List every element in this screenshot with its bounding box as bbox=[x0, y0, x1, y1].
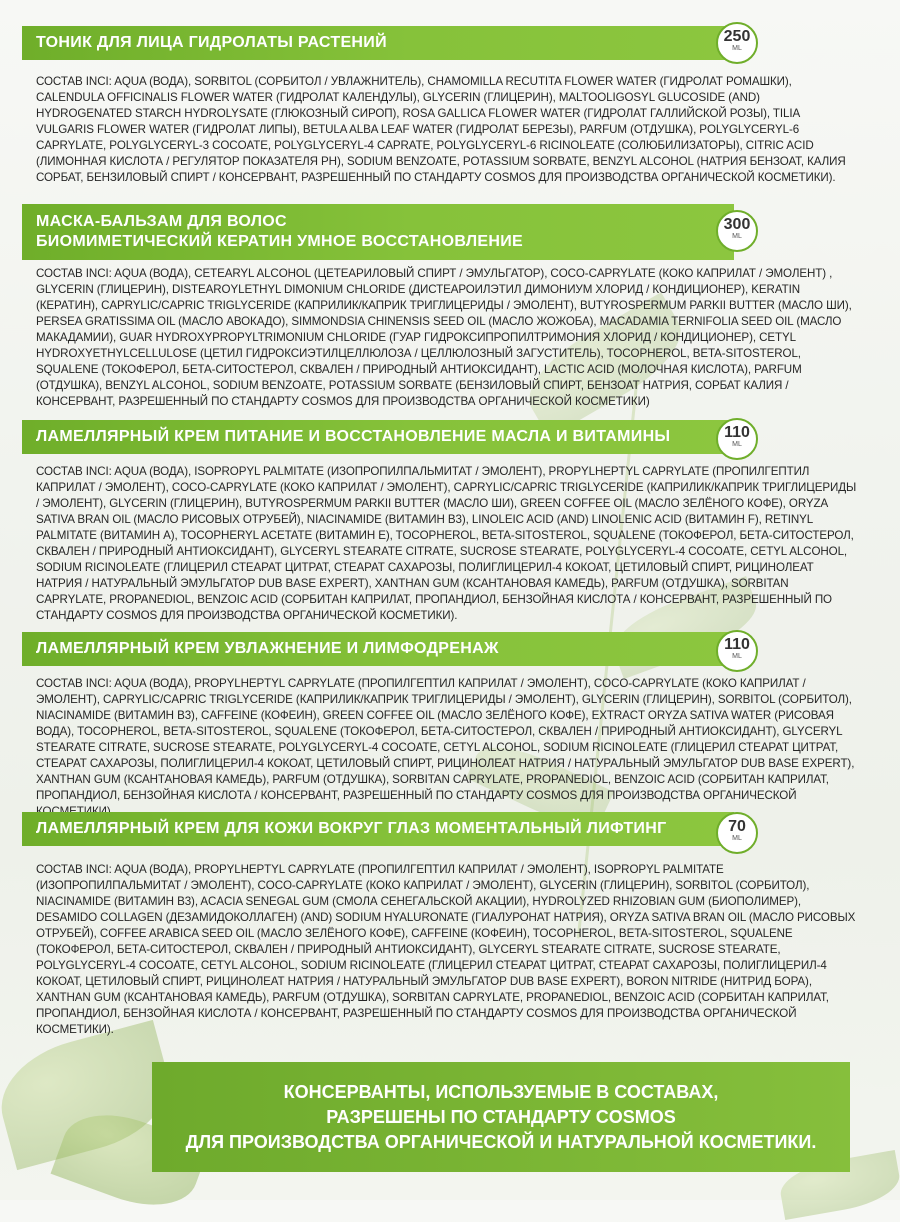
composition-text: СОСТАВ INCI: AQUA (ВОДА), PROPYLHEPTYL CAPRYLATE (ПРОПИЛГЕПТИЛ КАПРИЛАТ / ЭМОЛЕНТ), COCO-CAPRYLATE (КОКО КАПРИЛАТ / ЭМОЛЕНТ), CAPRYLIC/CAPRIC TRIGLYCERIDE (КАПРИЛИК/КАПРИК ТРИГЛИЦЕРИДЫ / ЭМОЛЕНТ), GLYCERIN (ГЛИЦЕРИН), SORBITOL (СОРБИТОЛ), NIACINAMIDE (ВИТАМИН B3), CAFFEINE (КОФЕИН), GREEN COFFEE OIL (МАСЛО ЗЕЛЁНОГО КОФЕ), EXTRACT ORYZA SATIVA WATER (РИСОВАЯ ВОДА), TOCOPHEROL, BETA-SITOSTEROL, SQUALENE (ТОКОФЕРОЛ, БЕТА-СИТОСТЕРОЛ, СКВАЛЕН / ПРИРОДНЫЙ АНТИОКСИДАНТ), GLYCERYL STEARATE CITRATE, SUCROSE STEARATE, POLYGLYCERYL-4 COCOATE, CETYL ALCOHOL, SODIUM RICINOLEATE (ГЛИЦЕРИЛ СТЕАРАТ ЦИТРАТ, СТЕАРАТ САХАРОЗЫ, ПОЛИГЛИЦЕРИЛ-4 КОКОАТ, ЦЕТИЛОВЫЙ СПИРТ, РИЦИНОЛЕАТ НАТРИЯ / НАТУРАЛЬНЫЙ ЭМУЛЬГАТОР DUB BASE EXPERT), XANTHAN GUM (КСАНТАНОВАЯ КАМЕДЬ), PARFUM (ОТДУШКА), SORBITAN CAPRYLATE, PROPANEDIOL, BENZOIC ACID (СОРБИТАН КАПРИЛАТ, ПРОПАНДИОЛ, БЕНЗОЙНАЯ КИСЛОТА / КОНСЕРВАНТ, РАЗРЕШЕННЫЙ ПО СТАНДАРТУ COSMOS ДЛЯ ПРОИЗВОДСТВА ОРГАНИЧЕСКОЙ bbox=[36, 677, 855, 802]
product-title-line2: БИОМИМЕТИЧЕСКИЙ КЕРАТИН УМНОЕ ВОССТАНОВЛЕНИЕ bbox=[36, 233, 523, 250]
section-title-bar bbox=[22, 26, 734, 60]
volume-badge bbox=[716, 418, 758, 460]
volume-badge bbox=[716, 630, 758, 672]
section-title-bar bbox=[22, 632, 734, 666]
volume-unit: ML bbox=[732, 441, 742, 448]
volume-badge bbox=[716, 812, 758, 854]
composition-text: СОСТАВ INCI: AQUA (ВОДА), PROPYLHEPTYL CAPRYLATE (ПРОПИЛГЕПТИЛ КАПРИЛАТ / ЭМОЛЕНТ), ISOPROPYL PALMITATE (ИЗОПРОПИЛПАЛЬМИТАТ / ЭМОЛЕНТ), COCO-CAPRYLATE (КОКО КАПРИЛАТ / ЭМОЛЕНТ), GLYCERIN (ГЛИЦЕРИН), SORBITOL (СОРБИТОЛ), NIACINAMIDE (ВИТАМИН B3), ACACIA SENEGAL GUM (СМОЛА СЕНЕГАЛЬСКОЙ АКАЦИИ), HYDROLYZED RHIZOBIAN GUM (БИОПОЛИМЕР), DESAMIDO COLLAGEN (ДЕЗАМИДОКОЛЛАГЕН) (AND) SODIUM HYALURONATE (ГИАЛУРОНАТ НАТРИЯ), ORYZA SATIVA BRAN OIL (МАСЛО РИСОВЫХ ОТРУБЕЙ), COFFEE ARABICA SEED OIL (МАСЛО ЗЕЛЁНОГО КОФЕ), CAFFEINE (КОФЕИН), TOCOPHEROL, BETA-SITOSTEROL, SQUALENE (ТОКОФЕРОЛ, БЕТА-СИТОСТЕРОЛ, СКВАЛЕН / ПРИРОДНЫЙ АНТИОКСИДАНТ), GLYCERYL STEARATE CITRATE, SUCROSE STEARATE, POLYGLYCERYL-4 COCOATE, CETYL ALCOHOL, SODIUM RICINOLEATE (ГЛИЦЕРИЛ СТЕАРАТ ЦИТРАТ, СТЕАРАТ САХАРОЗЫ, ПОЛИГЛИЦЕРИЛ-4 КОКОАТ, ЦЕТИЛОВЫЙ СПИРТ, РИЦИНОЛЕАТ НАТРИЯ / НАТУРАЛЬНЫЙ ЭМУЛЬГАТОР DUB BASE EXPERT), BORON NITRIDE (НИТРИД БОРА), XANTHAN GUM (КСАНТАНОВАЯ КАМЕДЬ), PARFUM (ОТДУШКА), SORBITAN CAPRYLATE, PROPANEDIOL, BENZOIC ACID (СОРБИТАН КАПРИЛАТ, ПРОПАНДИОЛ, БЕНЗОЙНАЯ КИСЛОТА / КОНСЕРВАНТ, РАЗРЕШЕННЫЙ ПО СТАНДАРТУ COSMOS ДЛЯ ПРОИЗВОДСТВА ОРГАНИЧЕСКОЙ КОСМЕТИКИ). bbox=[36, 863, 856, 1036]
volume-value: 250 bbox=[723, 28, 751, 45]
composition-text: СОСТАВ INCI: AQUA (ВОДА), CETEARYL ALCOHOL (ЦЕТЕАРИЛОВЫЙ СПИРТ / ЭМУЛЬГАТОР), COCO-CAPRYLATE (КОКО КАПРИЛАТ / ЭМОЛЕНТ) , GLYCERIN (ГЛИЦЕРИН), DISTEAROYLETHYL DIMONIUM CHLORIDE (ДИСТЕАРОИЛЭТИЛ ДИМОНИУМ ХЛОРИД / КОНДИЦИОНЕР), KERATIN (КЕРАТИН), CAPRYLIC/CAPRIC TRIGLYCERIDE (КАПРИЛИК/КАПРИК ТРИГЛИЦЕРИДЫ / ЭМОЛЕНТ), BUTYROSPERMUM PARKII BUTTER (МАСЛО ШИ), PERSEA GRATISSIMA OIL (МАСЛО АВОКАДО), SIMMONDSIA CHINENSIS SEED OIL (МАСЛО ЖОЖОБА), MACADAMIA TERNIFOLIA SEED OIL (МАСЛО МАКАДАМИИ), GUAR HYDROXYPROPYLTRIMONIUM CHLORIDE (ГУАР ГИДРОКСИПРОПИЛТРИМОНИЯ ХЛОРИД / КОНДИЦИОНЕР), CETYL HYDROXYETHYLCELLULOSE (ЦЕТИЛ ГИДРОКСИЭТИЛЦЕЛЛЮЛОЗА / ЦЕЛЛЮЛОЗНЫЙ ЗАГУСТИТЕЛЬ), TOCOPHEROL, BETA-SITOSTEROL, SQUALENE (ТОКОФЕРОЛ, БЕТА-СИТОСТЕРОЛ, СКВАЛЕН / ПРИРОДНЫЙ АНТИОКСИДАНТ), LACTIC ACID (МОЛОЧНАЯ КИСЛОТА), PARFUM (ОТДУШКА), BENZYL ALCOHOL, SODIUM BENZOATE, POTASSIUM SORBATE (БЕНЗИЛОВЫЙ СПИРТ, БЕНЗОАТ НАТРИЯ, СОРБАТ КАЛИЯ / КОНСЕРВАНТ, РАЗРЕШЕННЫЙ ПО СТАНДАРТУ COSMOS ДЛЯ ПРОИЗВОДСТВА ОРГАНИЧЕСКОЙ КОСМЕТИКИ) bbox=[36, 267, 852, 408]
composition-text: СОСТАВ INCI: AQUA (ВОДА), SORBITOL (СОРБИТОЛ / УВЛАЖНИТЕЛЬ), CHAMOMILLA RECUTITA FLOWER WATER (ГИДРОЛАТ РОМАШКИ), CALENDULA OFFICINALIS FLOWER WATER (ГИДРОЛАТ КАЛЕНДУЛЫ), GLYCERIN (ГЛИЦЕРИН), MALTOOLIGOSYL GLUCOSIDE (AND) HYDROGENATED STARCH HYDROLYSATE (ГЛЮКОЗНЫЙ СИРОП), ROSA GALLICA FLOWER WATER (ГИДРОЛАТ ГАЛЛИЙСКОЙ РОЗЫ), TILIA VULGARIS FLOWER WATER (ГИДРОЛАТ ЛИПЫ), BETULA ALBA LEAF WATER (ГИДРОЛАТ БЕРЕЗЫ), PARFUM (ОТДУШКА), POLYGLYCERYL-6 CAPRYLATE, POLYGLYCERYL-3 COCOATE, POLYGLYCERYL-4 CAPRATE, POLYGLYCERYL-6 RICINOLEATE (СОЛЮБИЛИЗАТОРЫ), CITRIC ACID (ЛИМОННАЯ КИСЛОТА / РЕГУЛЯТОР ПОКАЗАТЕЛЯ PH), SODIUM BENZOATE, POTASSIUM SORBATE, BENZYL ALCOHOL (НАТРИЯ БЕНЗОАТ, КАЛИЯ СОРБАТ, БЕНЗИЛОВЫЙ СПИРТ / КОНСЕРВАНТ, РАЗРЕШЕННЫЙ ПО СТАНДАРТУ COSMOS ДЛЯ ПРОИЗВОДСТВА ОРГАНИЧЕСКОЙ КОСМЕТИКИ). bbox=[36, 75, 846, 184]
volume-unit: ML bbox=[732, 233, 742, 240]
volume-unit: ML bbox=[732, 653, 742, 660]
volume-value: 110 bbox=[724, 424, 750, 441]
banner-line-3: ДЛЯ ПРОИЗВОДСТВА ОРГАНИЧЕСКОЙ И НАТУРАЛЬНОЙ КОСМЕТИКИ. bbox=[185, 1132, 817, 1152]
volume-badge bbox=[716, 22, 758, 64]
volume-value: 70 bbox=[728, 818, 746, 835]
banner-line-2: РАЗРЕШЕНЫ ПО СТАНДАРТУ COSMOS bbox=[326, 1107, 676, 1127]
banner-line-1: КОНСЕРВАНТЫ, ИСПОЛЬЗУЕМЫЕ В СОСТАВАХ, bbox=[283, 1082, 719, 1102]
product-title: ЛАМЕЛЛЯРНЫЙ КРЕМ ДЛЯ КОЖИ ВОКРУГ ГЛАЗ МОМЕНТАЛЬНЫЙ ЛИФТИНГ bbox=[36, 820, 667, 837]
volume-unit: ML bbox=[732, 45, 742, 52]
product-title-line1: МАСКА-БАЛЬЗАМ ДЛЯ ВОЛОС bbox=[36, 213, 287, 230]
product-title: ТОНИК ДЛЯ ЛИЦА ГИДРОЛАТЫ РАСТЕНИЙ bbox=[36, 34, 387, 51]
product-title bbox=[36, 212, 523, 252]
composition-text: СОСТАВ INCI: AQUA (ВОДА), ISOPROPYL PALMITATE (ИЗОПРОПИЛПАЛЬМИТАТ / ЭМОЛЕНТ), PROPYLHEPTYL CAPRYLATE (ПРОПИЛГЕПТИЛ КАПРИЛАТ / ЭМОЛЕНТ), COCO-CAPRYLATE (КОКО КАПРИЛАТ / ЭМОЛЕНТ), CAPRYLIC/CAPRIC TRIGLYCERIDE (КАПРИЛИК/КАПРИК ТРИГЛИЦЕРИДЫ / ЭМОЛЕНТ), GLYCERIN (ГЛИЦЕРИН), BUTYROSPERMUM PARKII BUTTER (МАСЛО ШИ), GREEN COFFEE OIL (МАСЛО ЗЕЛЁНОГО КОФЕ), ORYZA SATIVA BRAN OIL (МАСЛО РИСОВЫХ ОТРУБЕЙ), NIACINAMIDE (ВИТАМИН B3), LINOLEIC ACID (AND) LINOLENIC ACID (ВИТАМИН F), RETINYL PALMITATE (ВИТАМИН А), TOCOPHERYL ACETATE (ВИТАМИН Е), TOCOPHEROL, BETA-SITOSTEROL, SQUALENE (ТОКОФЕРОЛ, БЕТА-СИТОСТЕРОЛ, СКВАЛЕН / ПРИРОДНЫЙ АНТИОКСИДАНТ), GLYCERYL STEARATE CITRATE, SUCROSE STEARATE, POLYGLYCERYL-4 COCOATE, CETYL ALCOHOL, SODIUM RICINOLEATE (ГЛИЦЕРИЛ СТЕАРАТ ЦИТРАТ, СТЕАРАТ САХАРОЗЫ, ПОЛИГЛИЦЕРИЛ-4 КОКОАТ, ЦЕТИЛОВЫЙ СПИРТ, РИЦИНОЛЕАТ НАТРИЯ / НАТУРАЛЬНЫЙ ЭМУЛЬГАТОР DUB BASE EXPERT), XANTHAN GUM (КСАНТАНОВАЯ КАМЕДЬ), PARFUM (ОТДУШКА), SORBITAN CAPRYLATE, PROPANEDIOL, BENZOIC ACID (СОРБИТАН КАПРИЛАТ, ПРОПАНДИОЛ, БЕНЗОЙНАЯ КИСЛОТА / КОНСЕРВАНТ, РАЗРЕШЕННЫЙ ПО СТАНДАРТУ COSMOS ДЛЯ ПРОИЗВОДСТВА ОРГАНИЧЕСКОЙ КОСМЕТИКИ). bbox=[36, 465, 857, 622]
volume-value: 300 bbox=[723, 216, 751, 233]
product-title: ЛАМЕЛЛЯРНЫЙ КРЕМ УВЛАЖНЕНИЕ И ЛИМФОДРЕНАЖ bbox=[36, 640, 499, 657]
volume-unit: ML bbox=[732, 835, 742, 842]
section-title-bar bbox=[22, 204, 734, 260]
section-title-bar bbox=[22, 812, 734, 846]
volume-badge bbox=[716, 210, 758, 252]
preservatives-banner bbox=[152, 1062, 850, 1172]
product-title: ЛАМЕЛЛЯРНЫЙ КРЕМ ПИТАНИЕ И ВОССТАНОВЛЕНИЕ МАСЛА И ВИТАМИНЫ bbox=[36, 428, 671, 445]
section-title-bar bbox=[22, 420, 734, 454]
volume-value: 110 bbox=[724, 636, 750, 653]
